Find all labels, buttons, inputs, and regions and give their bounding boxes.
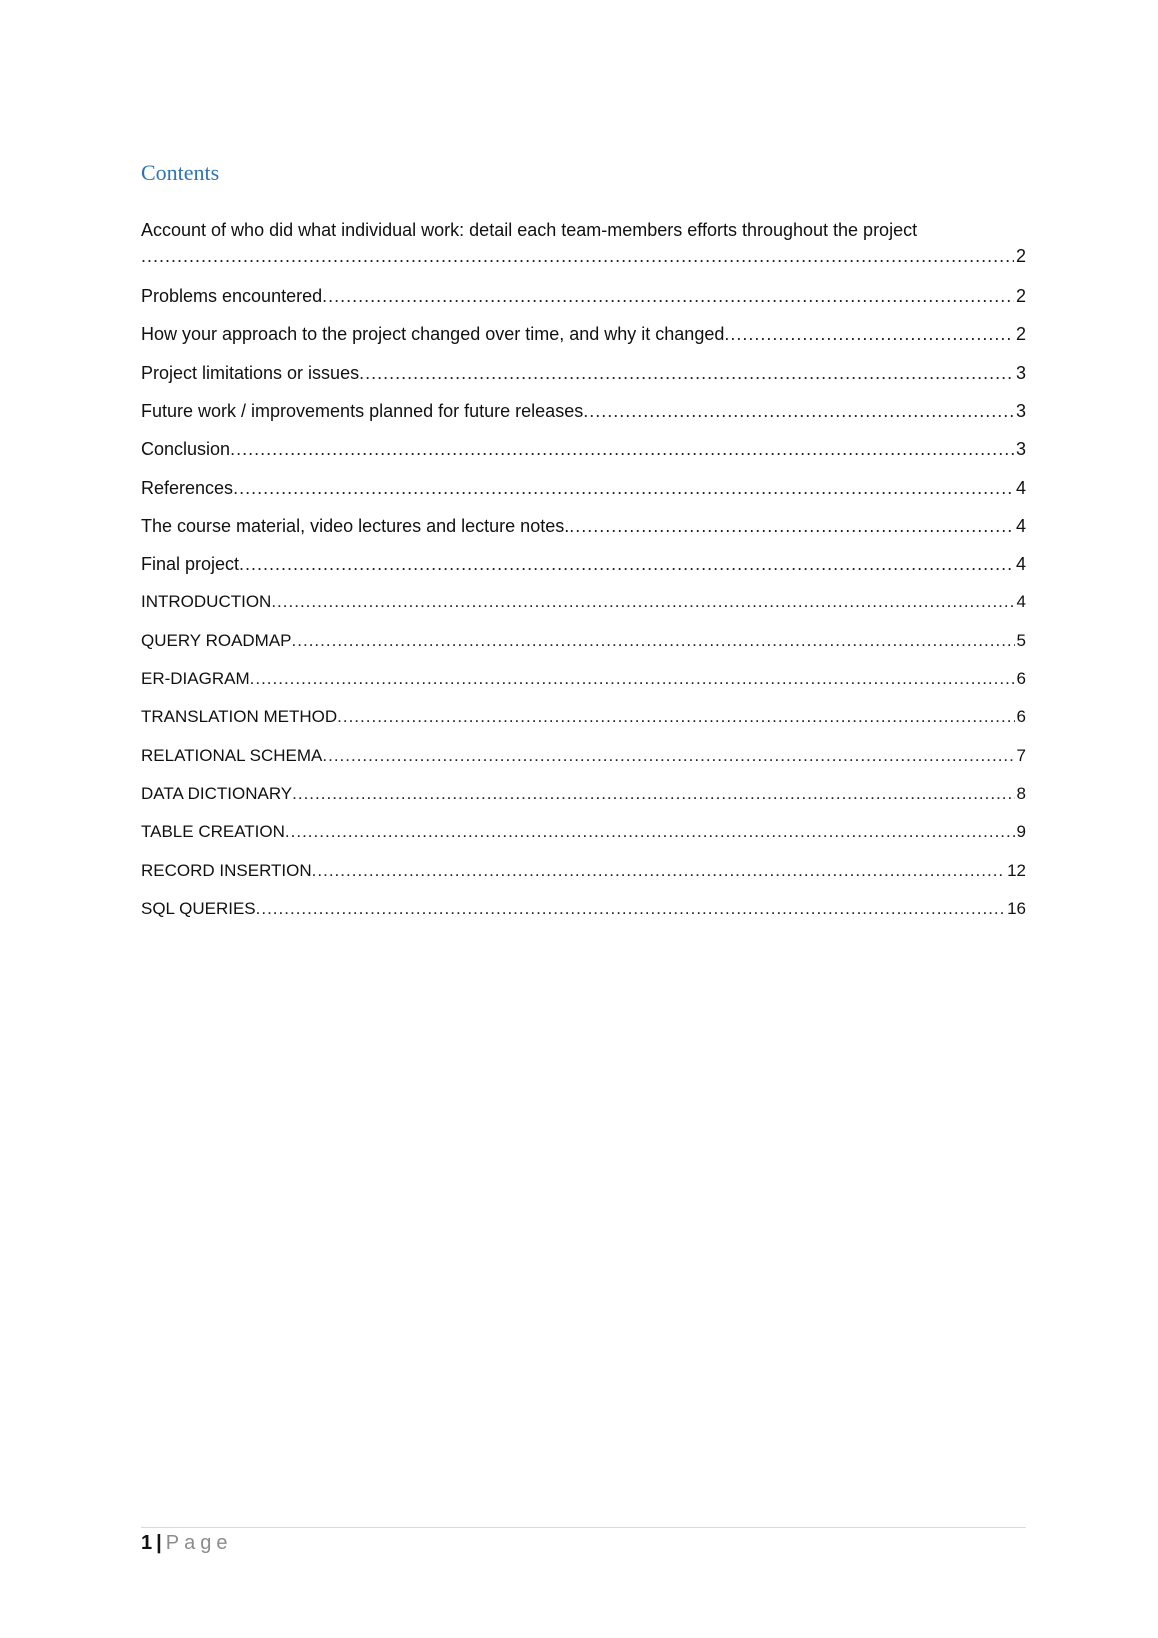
toc-entry-page-number: 2	[1015, 324, 1026, 345]
toc-dot-leader	[583, 398, 1014, 424]
toc-entry-label: RECORD INSERTION	[141, 860, 312, 880]
toc-entry[interactable]	[141, 896, 1026, 922]
toc-dot-leader	[239, 551, 1014, 577]
toc-dot-leader	[285, 819, 1015, 845]
toc-dot-leader	[322, 743, 1014, 769]
toc-entry-page-number: 4	[1015, 554, 1026, 575]
toc-entry-label: TRANSLATION METHOD	[141, 707, 338, 727]
toc-entry-page-number: 4	[1016, 592, 1026, 612]
toc-dot-leader	[724, 321, 1014, 347]
toc-entry-page-number: 2	[1015, 286, 1026, 306]
toc-dot-leader	[141, 243, 1014, 269]
toc-entry[interactable]	[141, 666, 1026, 692]
toc-entry-label: ER-DIAGRAM	[141, 669, 250, 688]
toc-entry-label: INTRODUCTION	[141, 592, 272, 612]
toc-dot-leader	[312, 858, 1005, 884]
toc-entry-label: DATA DICTIONARY	[141, 783, 293, 803]
toc-entry[interactable]	[141, 475, 1026, 501]
toc-entry-page-number: 12	[1007, 860, 1026, 880]
toc-entry-page-number: 8	[1016, 783, 1026, 803]
toc-dot-leader	[569, 513, 1014, 539]
toc-entry-label: References	[141, 477, 234, 498]
toc-entry-label: Final project	[141, 554, 240, 575]
footer-page-label: Page	[165, 1532, 233, 1554]
toc-entry-page-number: 3	[1015, 362, 1026, 383]
toc-dot-leader	[359, 360, 1014, 386]
toc-entry-label: The course material, video lectures and lecture notes.	[141, 515, 570, 536]
toc-entry-label: Project limitations or issues	[141, 362, 360, 383]
toc-entry[interactable]	[141, 743, 1026, 769]
footer-page-number: 1	[141, 1532, 153, 1554]
toc-dot-leader	[337, 704, 1014, 730]
toc-dot-leader	[271, 589, 1014, 615]
toc-entry-page-number: 4	[1015, 515, 1026, 536]
footer-separator: |	[156, 1532, 162, 1554]
toc-entry-page-number: 5	[1016, 630, 1026, 650]
toc-dot-leader	[233, 475, 1014, 501]
toc-entry[interactable]	[141, 436, 1026, 462]
toc-entry[interactable]	[141, 321, 1026, 347]
toc-entry[interactable]	[141, 398, 1026, 424]
toc-dot-leader	[230, 436, 1014, 462]
footer-divider	[141, 1527, 1026, 1528]
toc-entry-label: Conclusion	[141, 439, 231, 460]
toc-entry-page-number: 6	[1016, 669, 1026, 688]
toc-entry[interactable]	[141, 858, 1026, 884]
toc-entry-label: Account of who did what individual work: detail each team-members efforts throughout the project	[141, 220, 918, 240]
page-footer	[141, 1530, 232, 1556]
toc-entry-label: RELATIONAL SCHEMA	[141, 745, 323, 765]
toc-entry-page-number: 3	[1015, 400, 1026, 421]
toc-title: Contents	[141, 160, 220, 185]
toc-entry[interactable]	[141, 217, 1026, 269]
toc-entry-page-number: 4	[1015, 477, 1026, 498]
toc-entry-page-number: 3	[1015, 439, 1026, 460]
toc-dot-leader	[292, 781, 1014, 807]
toc-entry-page-number: 9	[1016, 822, 1026, 842]
toc-entry-page-number: 6	[1016, 707, 1026, 727]
toc-entry[interactable]	[141, 551, 1026, 577]
toc-entry[interactable]	[141, 704, 1026, 730]
toc-entry-page-number: 2	[1015, 246, 1026, 266]
toc-entry[interactable]	[141, 589, 1026, 615]
toc-entry[interactable]	[141, 283, 1026, 309]
toc-dot-leader	[250, 666, 1015, 692]
toc-dot-leader	[256, 896, 1005, 922]
toc-entry[interactable]	[141, 819, 1026, 845]
toc-entry-label: Problems encountered	[141, 286, 323, 306]
toc-dot-leader	[292, 628, 1015, 654]
toc-entry-label: How your approach to the project changed over time, and why it changed	[141, 324, 725, 345]
toc-entry[interactable]	[141, 513, 1026, 539]
toc-entry-label: QUERY ROADMAP	[141, 630, 292, 650]
toc-entry-page-number: 7	[1016, 745, 1026, 765]
toc-entry[interactable]	[141, 360, 1026, 386]
toc-entry[interactable]	[141, 628, 1026, 654]
toc-entry-label: SQL QUERIES	[141, 898, 256, 918]
toc-entry-label: TABLE CREATION	[141, 822, 285, 842]
toc-entry[interactable]	[141, 781, 1026, 807]
toc-entry-page-number: 16	[1007, 898, 1026, 918]
toc-entry-label: Future work / improvements planned for future releases	[141, 400, 584, 421]
toc-dot-leader	[322, 283, 1014, 309]
